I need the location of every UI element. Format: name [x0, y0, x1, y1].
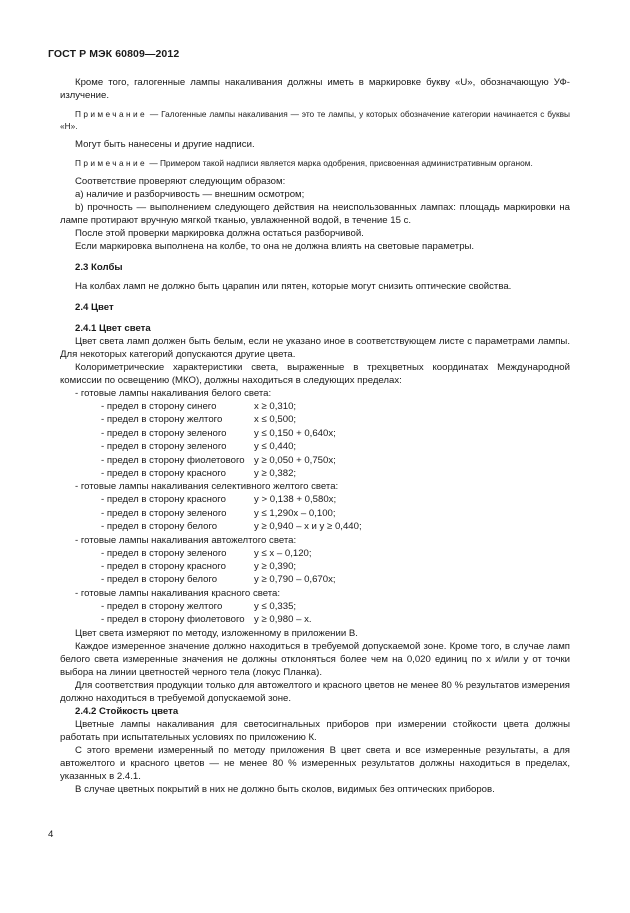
limit-row: [60, 454, 570, 467]
limit-row: [60, 547, 570, 560]
subsection-heading: 2.4.1 Цвет света: [75, 323, 151, 334]
limit-value: y ≤ x – 0,120;: [254, 547, 312, 559]
limit-label: - предел в сторону зеленого: [101, 547, 227, 559]
note-text: — Примером такой надписи является марка одобрения, присвоенная административным органом.: [147, 158, 533, 168]
page-number: 4: [48, 829, 54, 840]
limit-label: - предел в сторону зеленого: [101, 441, 227, 453]
limit-label: - предел в сторону красного: [101, 468, 226, 480]
limit-label: - предел в сторону фиолетового: [101, 614, 245, 626]
limit-row: [60, 493, 570, 506]
paragraph: Цвет света ламп должен быть белым, если не указано иное в соответствующем листе с параметрами лампы. Для некоторых категорий допускаются другие цвета.: [60, 336, 570, 360]
limit-value: y ≥ 0,940 – x и y ≥ 0,440;: [254, 521, 362, 533]
paragraph: После этой проверки маркировка должна остаться разборчивой.: [75, 228, 364, 239]
limit-value: y ≥ 0,382;: [254, 468, 297, 480]
limit-value: y ≥ 0,050 + 0,750x;: [254, 454, 336, 466]
limit-row: [60, 520, 570, 533]
paragraph: а) наличие и разборчивость — внешним осмотром;: [75, 189, 305, 200]
note-label: Примечание: [75, 109, 148, 119]
limits-selective: [60, 493, 570, 533]
limit-row: [60, 573, 570, 586]
paragraph: Для соответствия продукции только для автожелтого и красного цветов не менее 80 % результатов измерения должно находиться в требуемой допускаемой зоне.: [60, 679, 570, 704]
note-text: — Галогенные лампы накаливания — это те лампы, у которых обозначение категории начинается с буквы «Н».: [60, 109, 570, 131]
paragraph: Колориметрические характеристики света, выраженные в трехцветных координатах Международной комиссии по освещению (МКО), должны находиться в следующих пределах:: [60, 362, 570, 386]
list-group-heading: - готовые лампы накаливания селективного желтого света:: [75, 481, 339, 493]
limit-row: [60, 613, 570, 626]
paragraph: С этого времени измеренный по методу приложения В цвет света и все измеренные результаты, а для автожелтого и красного цветов — не менее 80 % измеренных результатов должны находиться в пределах, указанных в 2.4.1.: [60, 744, 570, 782]
limit-value: y ≤ 0,335;: [254, 600, 297, 612]
paragraph: На колбах ламп не должно быть царапин или пятен, которые могут снизить оптические свойства.: [75, 281, 512, 292]
limit-value: y ≤ 1,290x – 0,100;: [254, 507, 336, 519]
limit-row: [60, 400, 570, 413]
limit-row: [60, 560, 570, 573]
limits-red: [60, 600, 570, 627]
limit-row: [60, 507, 570, 520]
paragraph: Могут быть нанесены и другие надписи.: [75, 139, 255, 150]
paragraph: В случае цветных покрытий в них не должно быть сколов, видимых без оптических приборов.: [75, 783, 495, 795]
limit-label: - предел в сторону зеленого: [101, 427, 227, 439]
note: [60, 108, 570, 132]
paragraph: Каждое измеренное значение должно находиться в требуемой допускаемой зоне. Кроме того, в случае ламп белого света измеренные значения не должны отклоняться более чем на 0,020 единиц по x и/или y от точки выбора на линии цветностей черного тела (локус Планка).: [60, 640, 570, 678]
limits-amber: [60, 547, 570, 587]
note: [60, 157, 570, 169]
list-group-heading: - готовые лампы накаливания красного света:: [75, 587, 281, 599]
limit-row: [60, 600, 570, 613]
limit-label: - предел в сторону фиолетового: [101, 454, 245, 466]
paragraph: b) прочность — выполнением следующего действия на неиспользованных лампах: площадь маркировки на лампе протирают вручную мягкой тканью, увлажненной водой, в течение 15 с.: [60, 202, 570, 226]
document-header: ГОСТ Р МЭК 60809—2012: [48, 48, 180, 60]
limit-value: y ≥ 0,980 – x.: [254, 614, 312, 626]
limit-value: y ≤ 0,150 + 0,640x;: [254, 427, 336, 439]
paragraph: Кроме того, галогенные лампы накаливания должны иметь в маркировке букву «U», обозначающую УФ-излучение.: [60, 77, 570, 101]
limit-label: - предел в сторону желтого: [101, 600, 223, 612]
limit-label: - предел в сторону белого: [101, 574, 218, 586]
limit-label: - предел в сторону зеленого: [101, 507, 227, 519]
list-group-heading: - готовые лампы накаливания белого света:: [75, 388, 272, 399]
limit-row: [60, 413, 570, 426]
limit-row: [60, 427, 570, 440]
limit-label: - предел в сторону красного: [101, 494, 226, 506]
section-heading: 2.4 Цвет: [75, 302, 114, 313]
limit-label: - предел в сторону желтого: [101, 414, 223, 426]
limit-value: y > 0,138 + 0,580x;: [254, 494, 337, 506]
limit-value: x ≤ 0,500;: [254, 414, 297, 426]
paragraph: Соответствие проверяют следующим образом:: [75, 176, 286, 187]
limit-label: - предел в сторону синего: [101, 401, 217, 412]
document-body: [60, 76, 570, 796]
limit-label: - предел в сторону красного: [101, 561, 226, 573]
limit-row: [60, 440, 570, 453]
section-heading: 2.3 Колбы: [75, 262, 123, 273]
list-group-heading: - готовые лампы накаливания автожелтого света:: [75, 534, 297, 546]
paragraph: Если маркировка выполнена на колбе, то она не должна влиять на световые параметры.: [75, 241, 475, 252]
limit-row: [60, 467, 570, 480]
limit-value: y ≥ 0,390;: [254, 561, 297, 573]
limits-white: [60, 400, 570, 480]
paragraph: Цвет света измеряют по методу, изложенному в приложении В.: [75, 627, 358, 639]
limit-label: - предел в сторону белого: [101, 521, 218, 533]
limit-value: x ≥ 0,310;: [254, 401, 297, 412]
note-label: Примечание: [75, 158, 148, 168]
limit-value: y ≥ 0,790 – 0,670x;: [254, 574, 336, 586]
paragraph: Цветные лампы накаливания для светосигнальных приборов при измерении стойкости цвета должны работать при испытательных условиях по приложению К.: [60, 718, 570, 743]
subsection-heading: 2.4.2 Стойкость цвета: [75, 705, 179, 717]
limit-value: y ≤ 0,440;: [254, 441, 297, 453]
